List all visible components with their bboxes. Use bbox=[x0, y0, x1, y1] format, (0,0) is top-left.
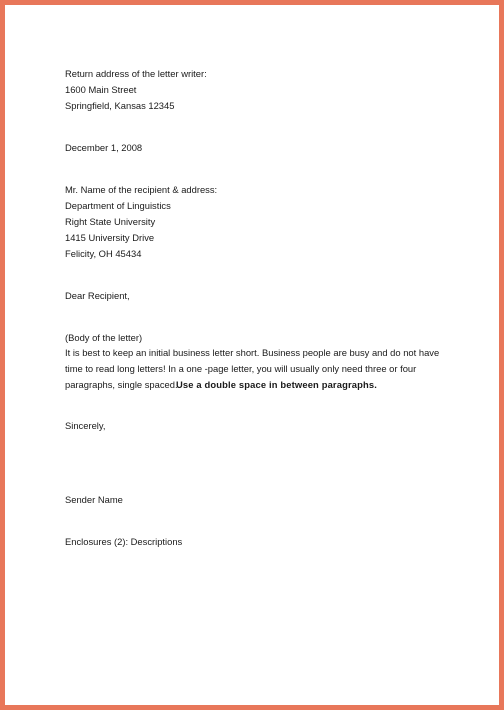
enclosures: Enclosures (2): Descriptions bbox=[65, 536, 183, 547]
return-address-street: 1600 Main Street bbox=[65, 84, 137, 95]
body-line-3: paragraphs, single spaced. bbox=[65, 379, 178, 390]
return-address-city: Springfield, Kansas 12345 bbox=[65, 100, 175, 111]
recipient-street: 1415 University Drive bbox=[65, 232, 155, 243]
return-address-heading: Return address of the letter writer: bbox=[65, 68, 207, 79]
closing: Sincerely, bbox=[65, 420, 106, 431]
recipient-university: Right State University bbox=[65, 216, 156, 227]
body-line-2: time to read long letters! In a one -page letter, you will usually only need three or four bbox=[65, 363, 417, 374]
letter-date: December 1, 2008 bbox=[65, 142, 143, 153]
recipient-city: Felicity, OH 45434 bbox=[65, 248, 142, 259]
body-emphasis: Use a double space in between paragraphs. bbox=[176, 379, 378, 390]
body-heading: (Body of the letter) bbox=[65, 332, 143, 343]
recipient-department: Department of Linguistics bbox=[65, 200, 171, 211]
recipient-heading: Mr. Name of the recipient & address: bbox=[65, 184, 218, 195]
body-line-1: It is best to keep an initial business letter short. Business people are busy and do not have bbox=[65, 347, 440, 358]
sender-name: Sender Name bbox=[65, 494, 123, 505]
salutation: Dear Recipient, bbox=[65, 290, 130, 301]
